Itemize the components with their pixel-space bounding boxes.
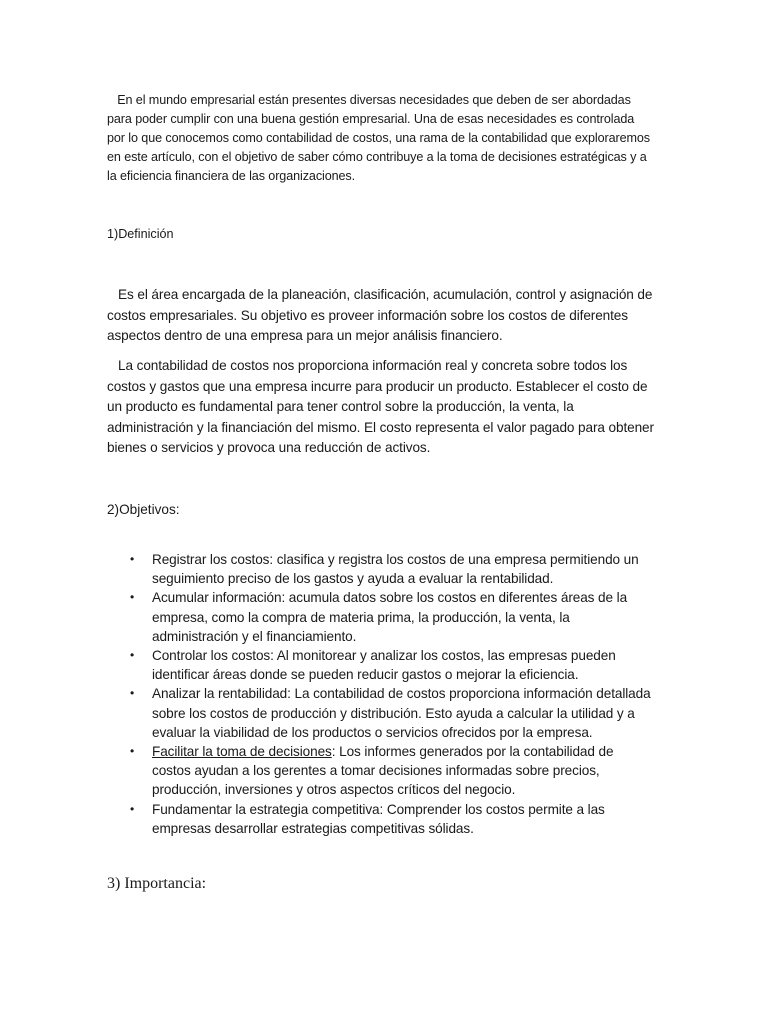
underlined-term: Facilitar la toma de decisiones [152, 744, 332, 760]
importancia-heading-colon: : [201, 875, 207, 892]
bullet-icon: • [130, 686, 135, 701]
intro-paragraph: En el mundo empresarial están presentes diversas necesidades que deben de ser abordadas para poder cumplir con una buena gestión empresarial. Una de esas necesidades es controlada por lo que conocemos como contabilidad de costos, una rama de la contabilidad que exploraremos en este artículo, con el objetivo de saber cómo contribuye a la toma de decisiones estratégicas y a la eficiencia financiera de las organizaciones. [107, 93, 650, 183]
list-item [130, 550, 652, 588]
list-item [130, 684, 652, 742]
list-item-text: Fundamentar la estrategia competitiva: Comprender los costos permite a las empresas desarrollar estrategias competitivas sólidas. [152, 801, 605, 836]
bullet-icon: • [130, 648, 135, 663]
list-item [130, 646, 652, 684]
list-item-text: Controlar los costos: Al monitorear y analizar los costos, las empresas pueden identificar áreas donde se pueden reducir gastos o mejorar la eficiencia. [152, 648, 616, 683]
definicion-paragraph-1: Es el área encargada de la planeación, clasificación, acumulación, control y asignación de costos empresariales. Su objetivo es proveer información sobre los costos de diferentes aspectos dentro de una empresa para un mejor análisis financiero. [107, 287, 653, 343]
bullet-icon: • [130, 744, 135, 759]
list-item-text: Registrar los costos: clasifica y registra los costos de una empresa permitiendo un seguimiento preciso de los gastos y ayuda a evaluar la rentabilidad. [152, 552, 639, 587]
definicion-heading: 1)Definición [107, 227, 174, 241]
importancia-heading-text: 3) Importancia [107, 875, 202, 892]
list-item-text: : Los informes generados por la contabilidad de costos ayudan a los gerentes a tomar decisiones informadas sobre precios, producción, inversiones y otros aspectos críticos del negocio. [152, 744, 614, 798]
definicion-paragraph-2: La contabilidad de costos nos proporciona información real y concreta sobre todos los costos y gastos que una empresa incurre para producir un producto. Establecer el costo de un producto es fundamental para tener control sobre la producción, la venta, la administración y la financiación del mismo. El costo representa el valor pagado para obtener bienes o servicios y provoca una reducción de activos. [107, 358, 654, 455]
list-item [130, 800, 652, 838]
list-item-text: Analizar la rentabilidad: La contabilidad de costos proporciona información detallada sobre los costos de producción y distribución. Esto ayuda a calcular la utilidad y a evaluar la viabilidad de los productos o servicios ofrecidos por la empresa. [152, 686, 651, 740]
objetivos-heading: 2)Objetivos: [107, 502, 180, 517]
objetivos-list [130, 550, 652, 838]
bullet-icon: • [130, 552, 135, 566]
list-item [130, 742, 652, 800]
bullet-icon: • [130, 590, 135, 605]
importancia-heading [107, 874, 655, 894]
list-item [130, 588, 652, 646]
list-item-text: Acumular información: acumula datos sobre los costos en diferentes áreas de la empresa, como la compra de materia prima, la producción, la venta, la administración y el financiamiento. [152, 590, 628, 644]
bullet-icon: • [130, 801, 135, 816]
